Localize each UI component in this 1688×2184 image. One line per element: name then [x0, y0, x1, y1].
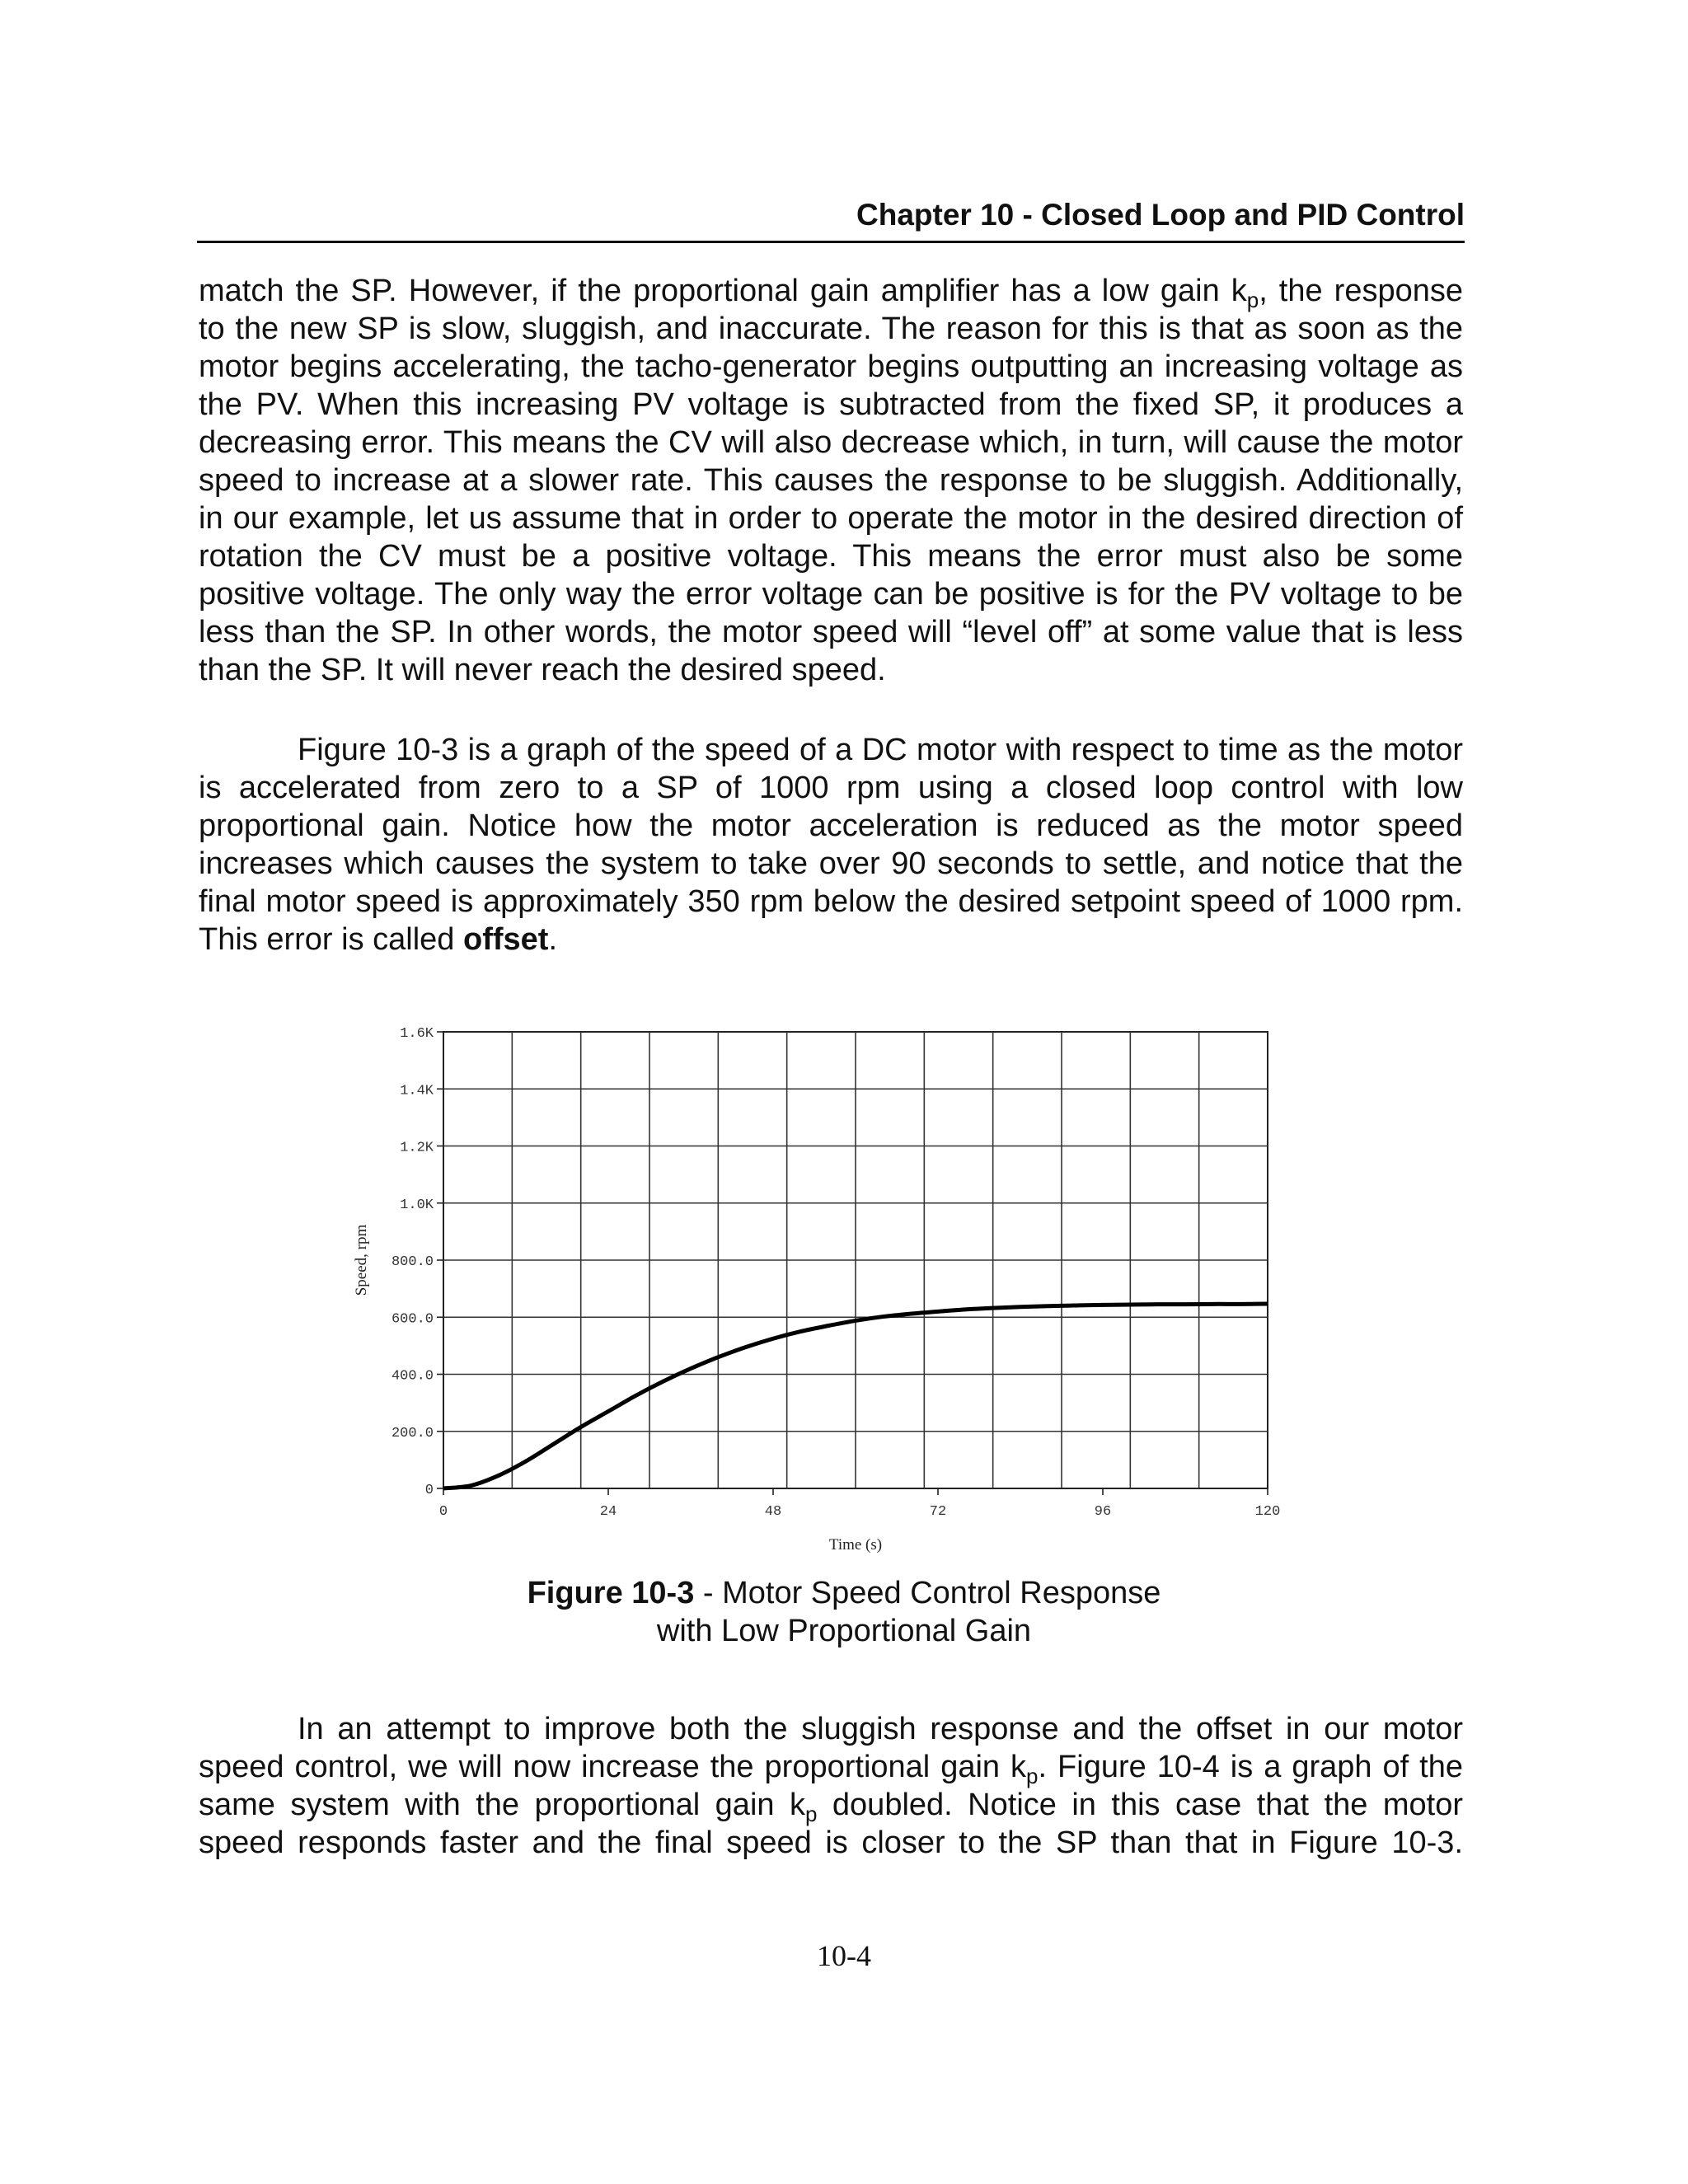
- text-run: motor begins accelerating, the tacho-generator begins outputting an increasing voltage as: [199, 349, 1463, 384]
- text-line: [199, 1824, 1463, 1862]
- text-run: speed to increase at a slower rate. This causes the response to be sluggish. Additionally,: [199, 463, 1463, 498]
- text-line: [199, 883, 1463, 921]
- caption-figure-number: Figure 10-3: [527, 1576, 695, 1610]
- y-tick-label: 800.0: [391, 1254, 434, 1270]
- text-run: Figure 10-3 is a graph of the speed of a DC motor with respect to time as the motor: [298, 733, 1463, 767]
- speed-chart: [330, 1022, 1302, 1566]
- text-line: [199, 1748, 1463, 1786]
- y-tick-label: 600.0: [391, 1311, 434, 1328]
- text-line: [199, 1710, 1463, 1748]
- y-tick-label: 1.0K: [400, 1197, 434, 1213]
- text-line: [199, 1786, 1463, 1824]
- text-line: [199, 731, 1463, 769]
- text-line: [199, 499, 1463, 537]
- text-run: final motor speed is approximately 350 rpm below the desired setpoint speed of 1000 rpm.: [199, 884, 1463, 919]
- y-tick-label: 400.0: [391, 1368, 434, 1385]
- text-line: [199, 310, 1463, 348]
- text-run: . Figure 10-4 is a graph of the: [1038, 1750, 1463, 1784]
- text-line: [199, 921, 1463, 958]
- text-line: [199, 807, 1463, 845]
- x-tick-label: 72: [929, 1504, 947, 1520]
- caption-line-2: with Low Proportional Gain: [656, 1614, 1032, 1648]
- text-run: same system with the proportional gain k: [199, 1788, 805, 1822]
- subscript: p: [1246, 288, 1259, 312]
- text-line: [199, 386, 1463, 424]
- text-run: than the SP. It will never reach the desired speed.: [199, 653, 886, 687]
- text-run: In an attempt to improve both the sluggish response and the offset in our motor: [298, 1712, 1463, 1746]
- text-line: [199, 348, 1463, 386]
- y-axis-label: Speed, rpm: [353, 1224, 370, 1296]
- subscript: p: [804, 1802, 818, 1826]
- page-number: 10-4: [817, 1939, 871, 1972]
- text-line: [199, 769, 1463, 807]
- text-run: doubled. Notice in this case that the motor: [817, 1788, 1463, 1822]
- caption-title: - Motor Speed Control Response: [694, 1576, 1161, 1610]
- text-line: [199, 272, 1463, 310]
- y-tick-label: 1.2K: [400, 1140, 434, 1156]
- text-line: [199, 613, 1463, 651]
- text-run: decreasing error. This means the CV will also decrease which, in turn, will cause the motor: [199, 425, 1463, 460]
- paragraph-2: [199, 731, 1463, 958]
- text-line: [199, 845, 1463, 883]
- text-run: is accelerated from zero to a SP of 1000 rpm using a closed loop control with low: [199, 771, 1463, 805]
- text-run: less than the SP. In other words, the motor speed will “level off” at some value that is less: [199, 615, 1463, 649]
- text-run: proportional gain. Notice how the motor acceleration is reduced as the motor speed: [199, 808, 1463, 843]
- text-run: This error is called: [199, 922, 463, 957]
- header-rule: [197, 241, 1465, 243]
- text-run: speed responds faster and the final speed is closer to the SP than that in Figure 10-3.: [199, 1825, 1463, 1860]
- text-run: to the new SP is slow, sluggish, and inaccurate. The reason for this is that as soon as the: [199, 312, 1463, 346]
- text-line: [199, 575, 1463, 613]
- text-run: .: [548, 922, 557, 957]
- text-run: rotation the CV must be a positive voltage. This means the error must also be some: [199, 539, 1463, 574]
- paragraph-3: [199, 1710, 1463, 1862]
- figure-caption: [0, 1574, 1688, 1650]
- text-run: increases which causes the system to take over 90 seconds to settle, and notice that the: [199, 846, 1463, 881]
- y-tick-label: 1.4K: [400, 1083, 434, 1099]
- x-tick-label: 48: [764, 1504, 782, 1520]
- figure-10-3: [330, 1022, 1302, 1566]
- paragraph-1: [199, 272, 1463, 689]
- y-tick-label: 0: [424, 1483, 434, 1498]
- x-tick-label: 120: [1254, 1504, 1281, 1520]
- text-line: [199, 462, 1463, 499]
- x-tick-label: 96: [1094, 1504, 1112, 1520]
- x-tick-label: 0: [438, 1504, 448, 1520]
- caption-line-1: [0, 1574, 1688, 1612]
- chapter-header: Chapter 10 - Closed Loop and PID Control: [856, 198, 1465, 232]
- text-line: [199, 537, 1463, 575]
- y-tick-label: 200.0: [391, 1425, 434, 1441]
- bold-term-offset: offset: [462, 922, 549, 957]
- text-run: in our example, let us assume that in order to operate the motor in the desired direction of: [199, 501, 1463, 536]
- y-tick-label: 1.6K: [400, 1026, 434, 1042]
- text-line: [199, 424, 1463, 462]
- text-run: speed control, we will now increase the proportional gain k: [199, 1750, 1027, 1784]
- x-tick-label: 24: [599, 1504, 617, 1520]
- text-run: the PV. When this increasing PV voltage is subtracted from the fixed SP, it produces a: [199, 387, 1463, 422]
- text-line: [199, 651, 1463, 689]
- x-axis-label: Time (s): [828, 1536, 883, 1554]
- text-run: positive voltage. The only way the error voltage can be positive is for the PV voltage to be: [199, 577, 1463, 612]
- subscript: p: [1026, 1764, 1039, 1788]
- text-run: , the response: [1259, 274, 1463, 308]
- text-run: match the SP. However, if the proportional gain amplifier has a low gain k: [199, 274, 1247, 308]
